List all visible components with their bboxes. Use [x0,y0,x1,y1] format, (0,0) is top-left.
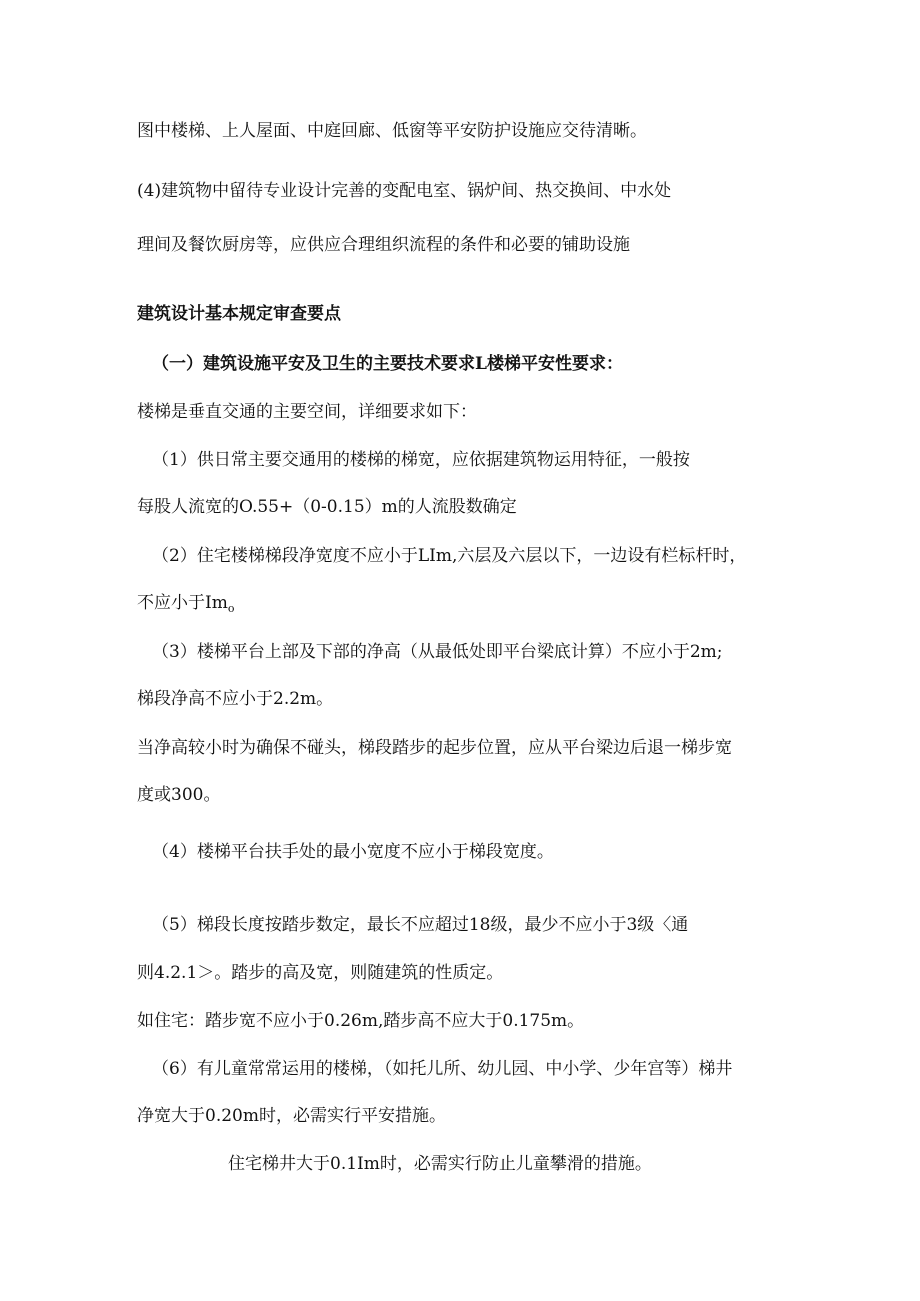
paragraph-line: 每股人流宽的O.55+（0-0.15）m的人流股数确定 [137,497,517,517]
paragraph-line: 理间及餐饮厨房等，应供应合理组织流程的条件和必要的铺助设施 [137,235,630,255]
paragraph-line: 楼梯是垂直交通的主要空间，详细要求如下： [137,402,477,422]
list-item-1: （1）供日常主要交通用的楼梯的梯宽，应依据建筑物运用特征，一般按 [152,450,690,470]
paragraph-line: 图中楼梯、上人屋面、中庭回廊、低窗等平安防护设施应交待清晰。 [137,121,647,141]
paragraph-line: 住宅梯井大于0.1Im时，必需实行防止儿童攀滑的措施。 [228,1154,652,1174]
subscript-text: o [227,602,235,615]
subsection-heading: （一）建筑设施平安及卫生的主要技术要求L楼梯平安性要求： [152,354,623,374]
list-item-5: （5）梯段长度按踏步数定，最长不应超过18级，最少不应小于3级〈通 [152,915,689,935]
section-heading: 建筑设计基本规定审查要点 [137,304,341,324]
paragraph-line: 度或300。 [137,785,221,805]
paragraph-text: 不应小于Im [137,593,228,613]
paragraph-line: 梯段净高不应小于2.2m。 [137,689,334,709]
paragraph-line: (4)建筑物中留待专业设计完善的变配电室、锅炉间、热交换间、中水处 [137,181,672,201]
paragraph-line: 当净高较小时为确保不碰头，梯段踏步的起步位置，应从平台梁边后退一梯步宽 [137,738,732,758]
paragraph-line: 如住宅：踏步宽不应小于0.26m,踏步高不应大于0.175m。 [137,1011,585,1031]
list-item-2: （2）住宅楼梯梯段净宽度不应小于LIm,六层及六层以下，一边设有栏标杆时， [152,546,747,566]
paragraph-line [137,592,234,620]
list-item-3: （3）楼梯平台上部及下部的净高（从最低处即平台梁底计算）不应小于2m; [152,642,723,662]
paragraph-line: 则4.2.1＞。踏步的高及宽，则随建筑的性质定。 [137,963,504,983]
list-item-4: （4）楼梯平台扶手处的最小宽度不应小于梯段宽度。 [152,842,554,862]
list-item-6: （6）有儿童常常运用的楼梯，（如托儿所、幼儿园、中小学、少年宫等）梯井 [152,1059,733,1079]
paragraph-line: 净宽大于0.20m时，必需实行平安措施。 [137,1106,446,1126]
